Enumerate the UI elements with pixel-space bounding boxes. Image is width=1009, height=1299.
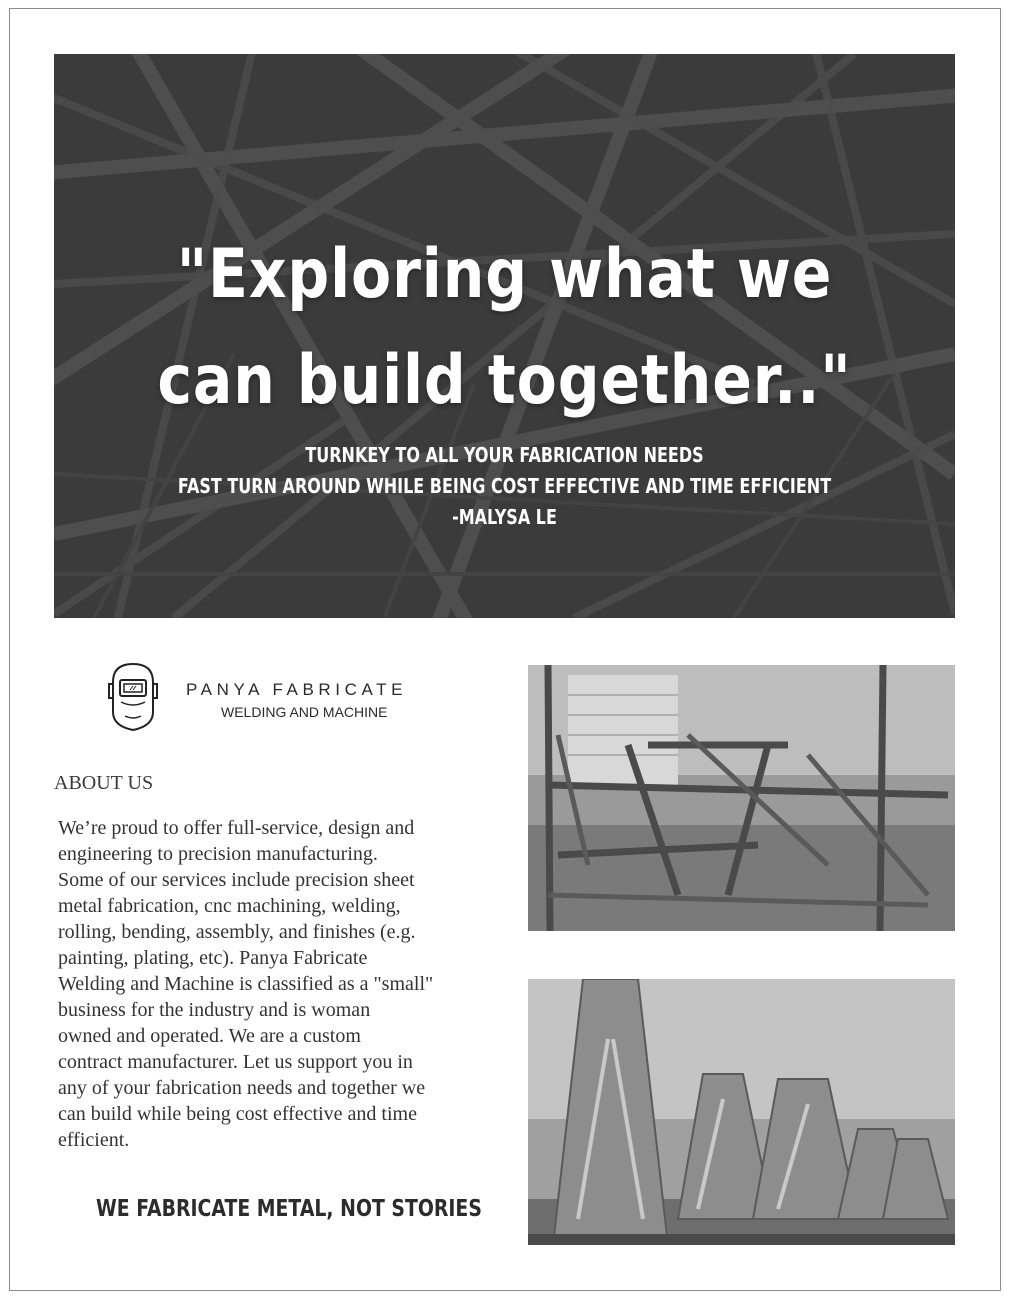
about-line: can build while being cost effective and time	[58, 1103, 417, 1125]
about-line: any of your fabrication needs and together we	[58, 1077, 426, 1099]
welding-helmet-icon	[103, 660, 163, 734]
about-line: Welding and Machine is classified as a "small"	[58, 973, 434, 995]
shop-floor-photo-graphic	[528, 665, 955, 931]
about-line: painting, plating, etc). Panya Fabricate	[58, 947, 368, 969]
hero-quote	[117, 222, 892, 434]
about-line: Some of our services include precision sheet	[58, 869, 415, 891]
about-line: contract manufacturer. Let us support you in	[58, 1051, 413, 1073]
brand-tagline: WELDING AND MACHINE	[221, 704, 388, 720]
slogan: WE FABRICATE METAL, NOT STORIES	[96, 1196, 482, 1222]
hero-subtitle-line-2: FAST TURN AROUND WHILE BEING COST EFFECTIVE AND TIME EFFICIENT	[177, 474, 832, 498]
hero-quote-line-2: can build together.."	[157, 341, 852, 420]
about-line: efficient.	[58, 1129, 130, 1151]
about-line: We’re proud to offer full-service, design and	[58, 817, 415, 839]
about-heading: ABOUT US	[54, 772, 154, 794]
brand-name: PANYA FABRICATE	[186, 680, 408, 699]
about-line: metal fabrication, cnc machining, welding,	[58, 895, 401, 917]
fabricated-stands-photo	[528, 979, 955, 1245]
shop-floor-photo	[528, 665, 955, 931]
hero-attribution: -MALYSA LE	[452, 505, 557, 529]
hero-banner	[54, 54, 955, 618]
about-line: owned and operated. We are a custom	[58, 1025, 361, 1047]
company-logo	[103, 660, 443, 734]
about-line: business for the industry and is woman	[58, 999, 371, 1021]
about-line: rolling, bending, assembly, and finishes (e.g.	[58, 921, 416, 943]
about-line: engineering to precision manufacturing.	[58, 843, 378, 865]
about-paragraph	[58, 815, 498, 1153]
hero-subtitle-line-1: TURNKEY TO ALL YOUR FABRICATION NEEDS	[305, 443, 704, 467]
hero-quote-line-1: "Exploring what we	[176, 235, 833, 314]
fabricated-stands-photo-graphic	[528, 979, 955, 1245]
hero-subtitle	[144, 440, 865, 533]
